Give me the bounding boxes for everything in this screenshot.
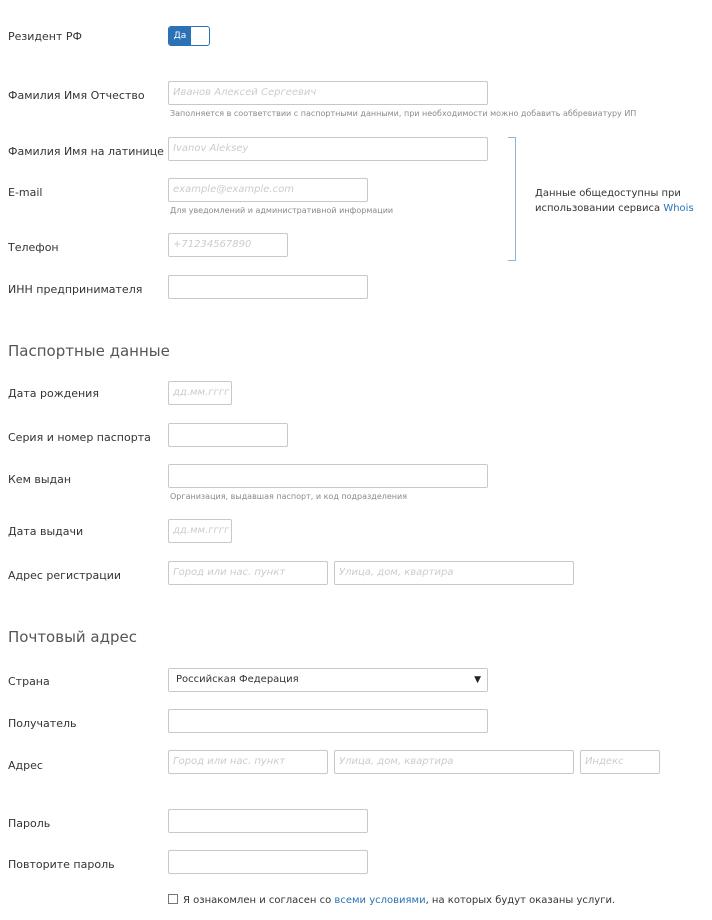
- issued-by-hint: Организация, выдавшая паспорт, и код подразделения: [170, 492, 408, 501]
- agreement-suffix: , на которых будут оказаны услуги.: [425, 895, 616, 906]
- issue-date-label: Дата выдачи: [8, 525, 84, 538]
- password-repeat-label: Повторите пароль: [8, 858, 115, 871]
- resident-label: Резидент РФ: [8, 30, 82, 43]
- phone-input[interactable]: +71234567890: [168, 233, 288, 257]
- country-select[interactable]: [168, 668, 488, 692]
- fio-hint: Заполняется в соответствии с паспортными данными, при необходимости можно добавить аббревиатуру ИП: [170, 109, 637, 118]
- fio-input[interactable]: Иванов Алексей Сергеевич: [168, 81, 488, 105]
- chevron-down-icon: ▼: [474, 675, 481, 685]
- postal-address-label: Адрес: [8, 759, 43, 772]
- agreement: [168, 894, 615, 906]
- passport-section-title: Паспортные данные: [8, 342, 170, 360]
- issued-by-input[interactable]: [168, 464, 488, 488]
- agreement-checkbox[interactable]: [168, 894, 178, 904]
- fio-latin-label: Фамилия Имя на латинице: [8, 145, 164, 158]
- phone-label: Телефон: [8, 241, 59, 254]
- email-hint: Для уведомлений и административной информации: [170, 206, 394, 215]
- birth-date-input[interactable]: дд.мм.гггг: [168, 381, 232, 405]
- resident-toggle[interactable]: [168, 26, 210, 46]
- birth-date-label: Дата рождения: [8, 387, 99, 400]
- fio-latin-input[interactable]: Ivanov Aleksey: [168, 137, 488, 161]
- whois-note-line2: использовании сервиса: [535, 203, 661, 214]
- postal-city-input[interactable]: Город или нас. пункт: [168, 750, 328, 774]
- reg-address-label: Адрес регистрации: [8, 569, 122, 582]
- email-label: E-mail: [8, 186, 43, 199]
- inn-label: ИНН предпринимателя: [8, 283, 143, 296]
- fio-label: Фамилия Имя Отчество: [8, 89, 145, 102]
- postal-section-title: Почтовый адрес: [8, 628, 137, 646]
- inn-input[interactable]: [168, 275, 368, 299]
- agreement-terms-link[interactable]: всеми условиями: [334, 895, 426, 906]
- whois-note: [535, 186, 694, 216]
- reg-street-input[interactable]: Улица, дом, квартира: [334, 561, 574, 585]
- country-value: Российская Федерация: [176, 674, 299, 685]
- password-input[interactable]: [168, 809, 368, 833]
- agreement-prefix: Я ознакомлен и согласен со: [183, 895, 335, 906]
- whois-bracket: [508, 137, 516, 261]
- reg-city-input[interactable]: Город или нас. пункт: [168, 561, 328, 585]
- resident-toggle-on: Да: [169, 27, 191, 45]
- whois-note-line1: Данные общедоступны при: [535, 188, 681, 199]
- email-input[interactable]: example@example.com: [168, 178, 368, 202]
- recipient-label: Получатель: [8, 717, 77, 730]
- passport-series-input[interactable]: [168, 423, 288, 447]
- postal-street-input[interactable]: Улица, дом, квартира: [334, 750, 574, 774]
- whois-link[interactable]: Whois: [663, 203, 694, 214]
- recipient-input[interactable]: [168, 709, 488, 733]
- password-repeat-input[interactable]: [168, 850, 368, 874]
- issue-date-input[interactable]: дд.мм.гггг: [168, 519, 232, 543]
- passport-series-label: Серия и номер паспорта: [8, 431, 151, 444]
- country-label: Страна: [8, 675, 50, 688]
- postal-index-input[interactable]: Индекс: [580, 750, 660, 774]
- issued-by-label: Кем выдан: [8, 473, 72, 486]
- password-label: Пароль: [8, 817, 51, 830]
